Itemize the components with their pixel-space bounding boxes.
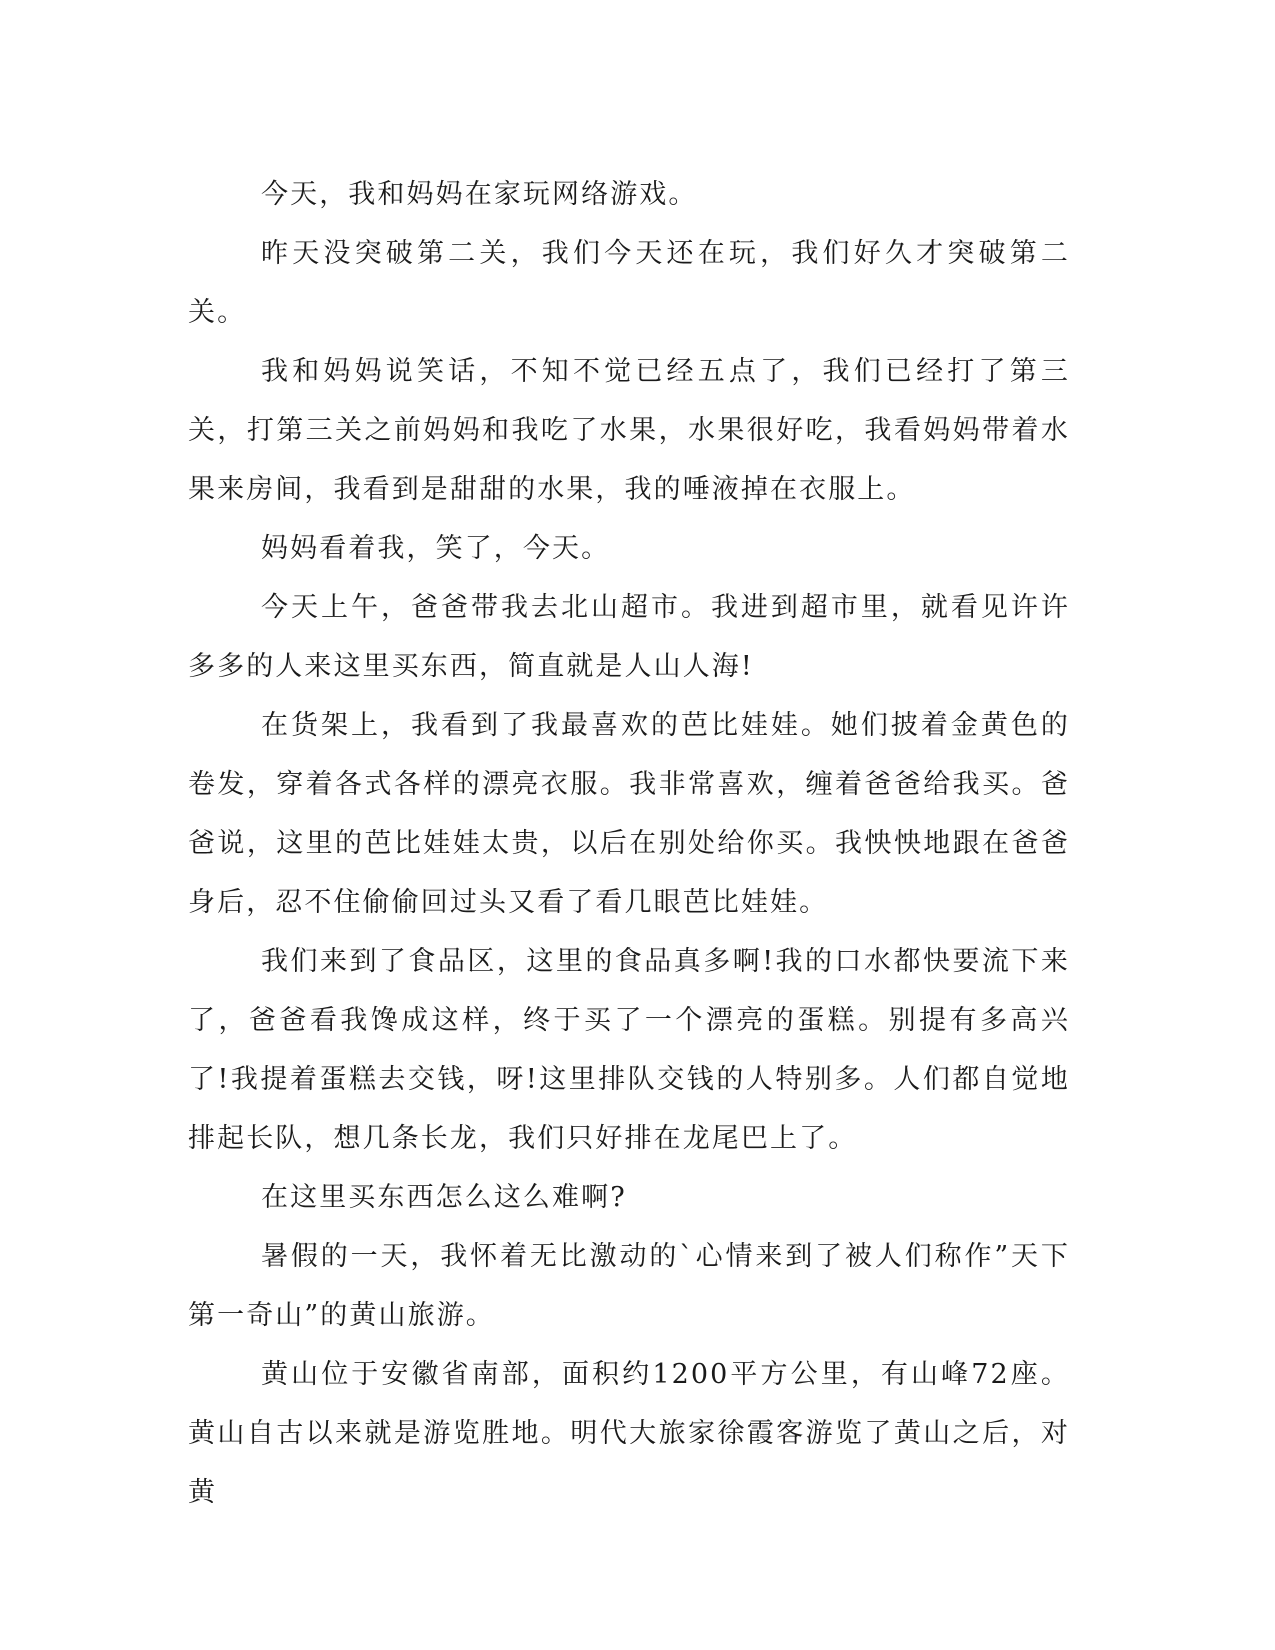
paragraph-5: 今天上午，爸爸带我去北山超市。我进到超市里，就看见许许多多的人来这里买东西，简直就是人山人海! (188, 592, 1070, 682)
paragraph-9: 暑假的一天，我怀着无比激动的`心情来到了被人们称作”天下第一奇山”的黄山旅游。 (188, 1241, 1070, 1331)
paragraph-3: 我和妈妈说笑话，不知不觉已经五点了，我们已经打了第三关，打第三关之前妈妈和我吃了水果，水果很好吃，我看妈妈带着水果来房间，我看到是甜甜的水果，我的唾液掉在衣服上。 (188, 356, 1070, 505)
paragraph-2: 昨天没突破第二关，我们今天还在玩，我们好久才突破第二关。 (188, 238, 1070, 328)
paragraph-6: 在货架上，我看到了我最喜欢的芭比娃娃。她们披着金黄色的卷发，穿着各式各样的漂亮衣服。我非常喜欢，缠着爸爸给我买。爸爸说，这里的芭比娃娃太贵，以后在别处给你买。我怏怏地跟在爸爸身后，忍不住偷偷回过头又看了看几眼芭比娃娃。 (188, 710, 1070, 918)
paragraph-4: 妈妈看着我，笑了，今天。 (261, 533, 611, 564)
body-text (188, 165, 1070, 1522)
paragraph-7: 我们来到了食品区，这里的食品真多啊!我的口水都快要流下来了，爸爸看我馋成这样，终于买了一个漂亮的蛋糕。别提有多高兴了!我提着蛋糕去交钱，呀!这里排队交钱的人特别多。人们都自觉地排起长队，想几条长龙，我们只好排在龙尾巴上了。 (188, 946, 1070, 1154)
paragraph-8: 在这里买东西怎么这么难啊? (261, 1182, 627, 1213)
paragraph-1: 今天，我和妈妈在家玩网络游戏。 (261, 179, 698, 210)
paragraph-10: 黄山位于安徽省南部，面积约1200平方公里，有山峰72座。黄山自古以来就是游览胜地。明代大旅家徐霞客游览了黄山之后，对黄 (188, 1359, 1070, 1508)
